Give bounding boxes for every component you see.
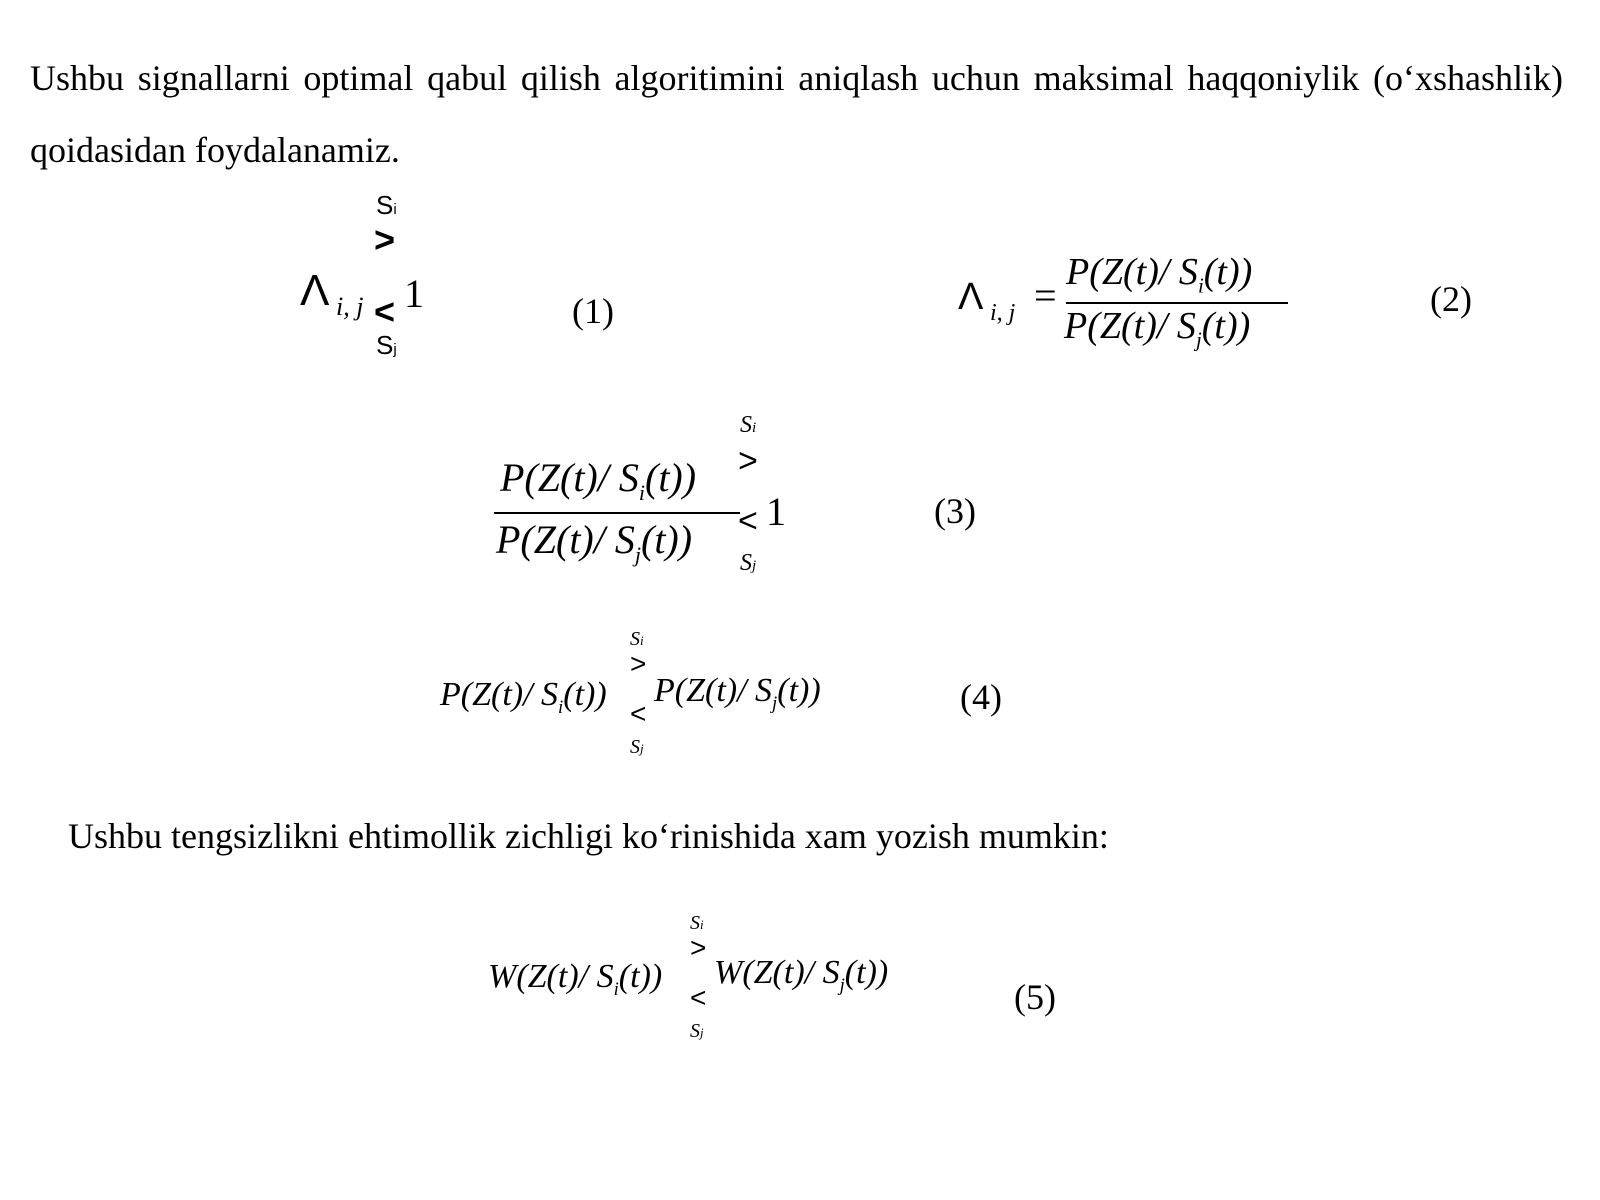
equation-3: [494, 412, 814, 592]
less-sign: <: [738, 502, 758, 540]
denominator: P(Z(t)/ $S_j(t)$): [1064, 305, 1251, 352]
bottom-label: S: [740, 550, 752, 576]
greater-sign: >: [374, 219, 396, 260]
top-label: S: [630, 628, 640, 650]
rhs-one: 1: [404, 271, 424, 316]
top-label-sub: i: [393, 201, 397, 218]
lambda-symbol: Λ: [958, 276, 984, 318]
equation-number-5: (5): [1014, 977, 1056, 1017]
bottom-label-sub: j: [393, 341, 397, 358]
top-label-sub: i: [700, 917, 704, 932]
rhs-one: 1: [766, 489, 786, 534]
bottom-label-sub: j: [640, 741, 644, 756]
lhs: P(Z(t)/ $S_i(t)$): [440, 676, 607, 718]
intro-paragraph: Ushbu signallarni optimal qabul qilish algoritimini aniqlash uchun maksimal haqqoniylik (o‘xshashlik) qoidasidan foydalanamiz.: [30, 58, 1563, 170]
lambda-subscript: i, j: [336, 292, 364, 321]
greater-sign: >: [690, 932, 707, 963]
equation-1: [300, 190, 450, 380]
less-sign: <: [630, 698, 647, 729]
bottom-label-sub: j: [700, 1025, 704, 1040]
top-label-sub: i: [640, 633, 644, 648]
top-label: S: [690, 912, 700, 934]
numerator: P(Z(t)/ $S_i(t)$): [500, 455, 697, 505]
bottom-label-sub: j: [752, 558, 757, 574]
equation-number-3: (3): [934, 491, 976, 531]
less-sign: <: [690, 982, 707, 1013]
top-label: S: [376, 190, 394, 220]
second-paragraph: Ushbu tengsizlikni ehtimollik zichligi ko‘rinishida xam yozish mumkin:: [68, 816, 1109, 856]
equals-sign: =: [1034, 273, 1057, 318]
less-sign: <: [374, 291, 396, 332]
denominator: P(Z(t)/ $S_j(t)$): [496, 517, 693, 567]
bottom-label: S: [690, 1020, 700, 1042]
bottom-label: S: [376, 330, 394, 360]
equation-4: [440, 628, 860, 768]
bottom-label: S: [630, 736, 640, 758]
equation-2: [958, 250, 1298, 360]
equation-number-4: (4): [960, 677, 1002, 717]
top-label: S: [740, 412, 752, 438]
lhs: W(Z(t)/ $S_i(t)$): [488, 958, 663, 1000]
numerator: P(Z(t)/ $S_i(t)$): [1066, 251, 1253, 298]
lambda-symbol: Λ: [300, 266, 330, 315]
lambda-subscript: i, j: [990, 300, 1016, 326]
fraction-bar: [494, 512, 740, 514]
rhs: P(Z(t)/ $S_j(t)$): [654, 672, 821, 714]
greater-sign: >: [630, 648, 647, 679]
greater-sign: >: [738, 442, 758, 480]
equation-5: [488, 912, 928, 1052]
top-label-sub: i: [752, 420, 757, 436]
rhs: W(Z(t)/ $S_j(t)$): [714, 954, 889, 996]
equation-number-1: (1): [572, 291, 614, 331]
equation-number-2: (2): [1430, 279, 1472, 319]
